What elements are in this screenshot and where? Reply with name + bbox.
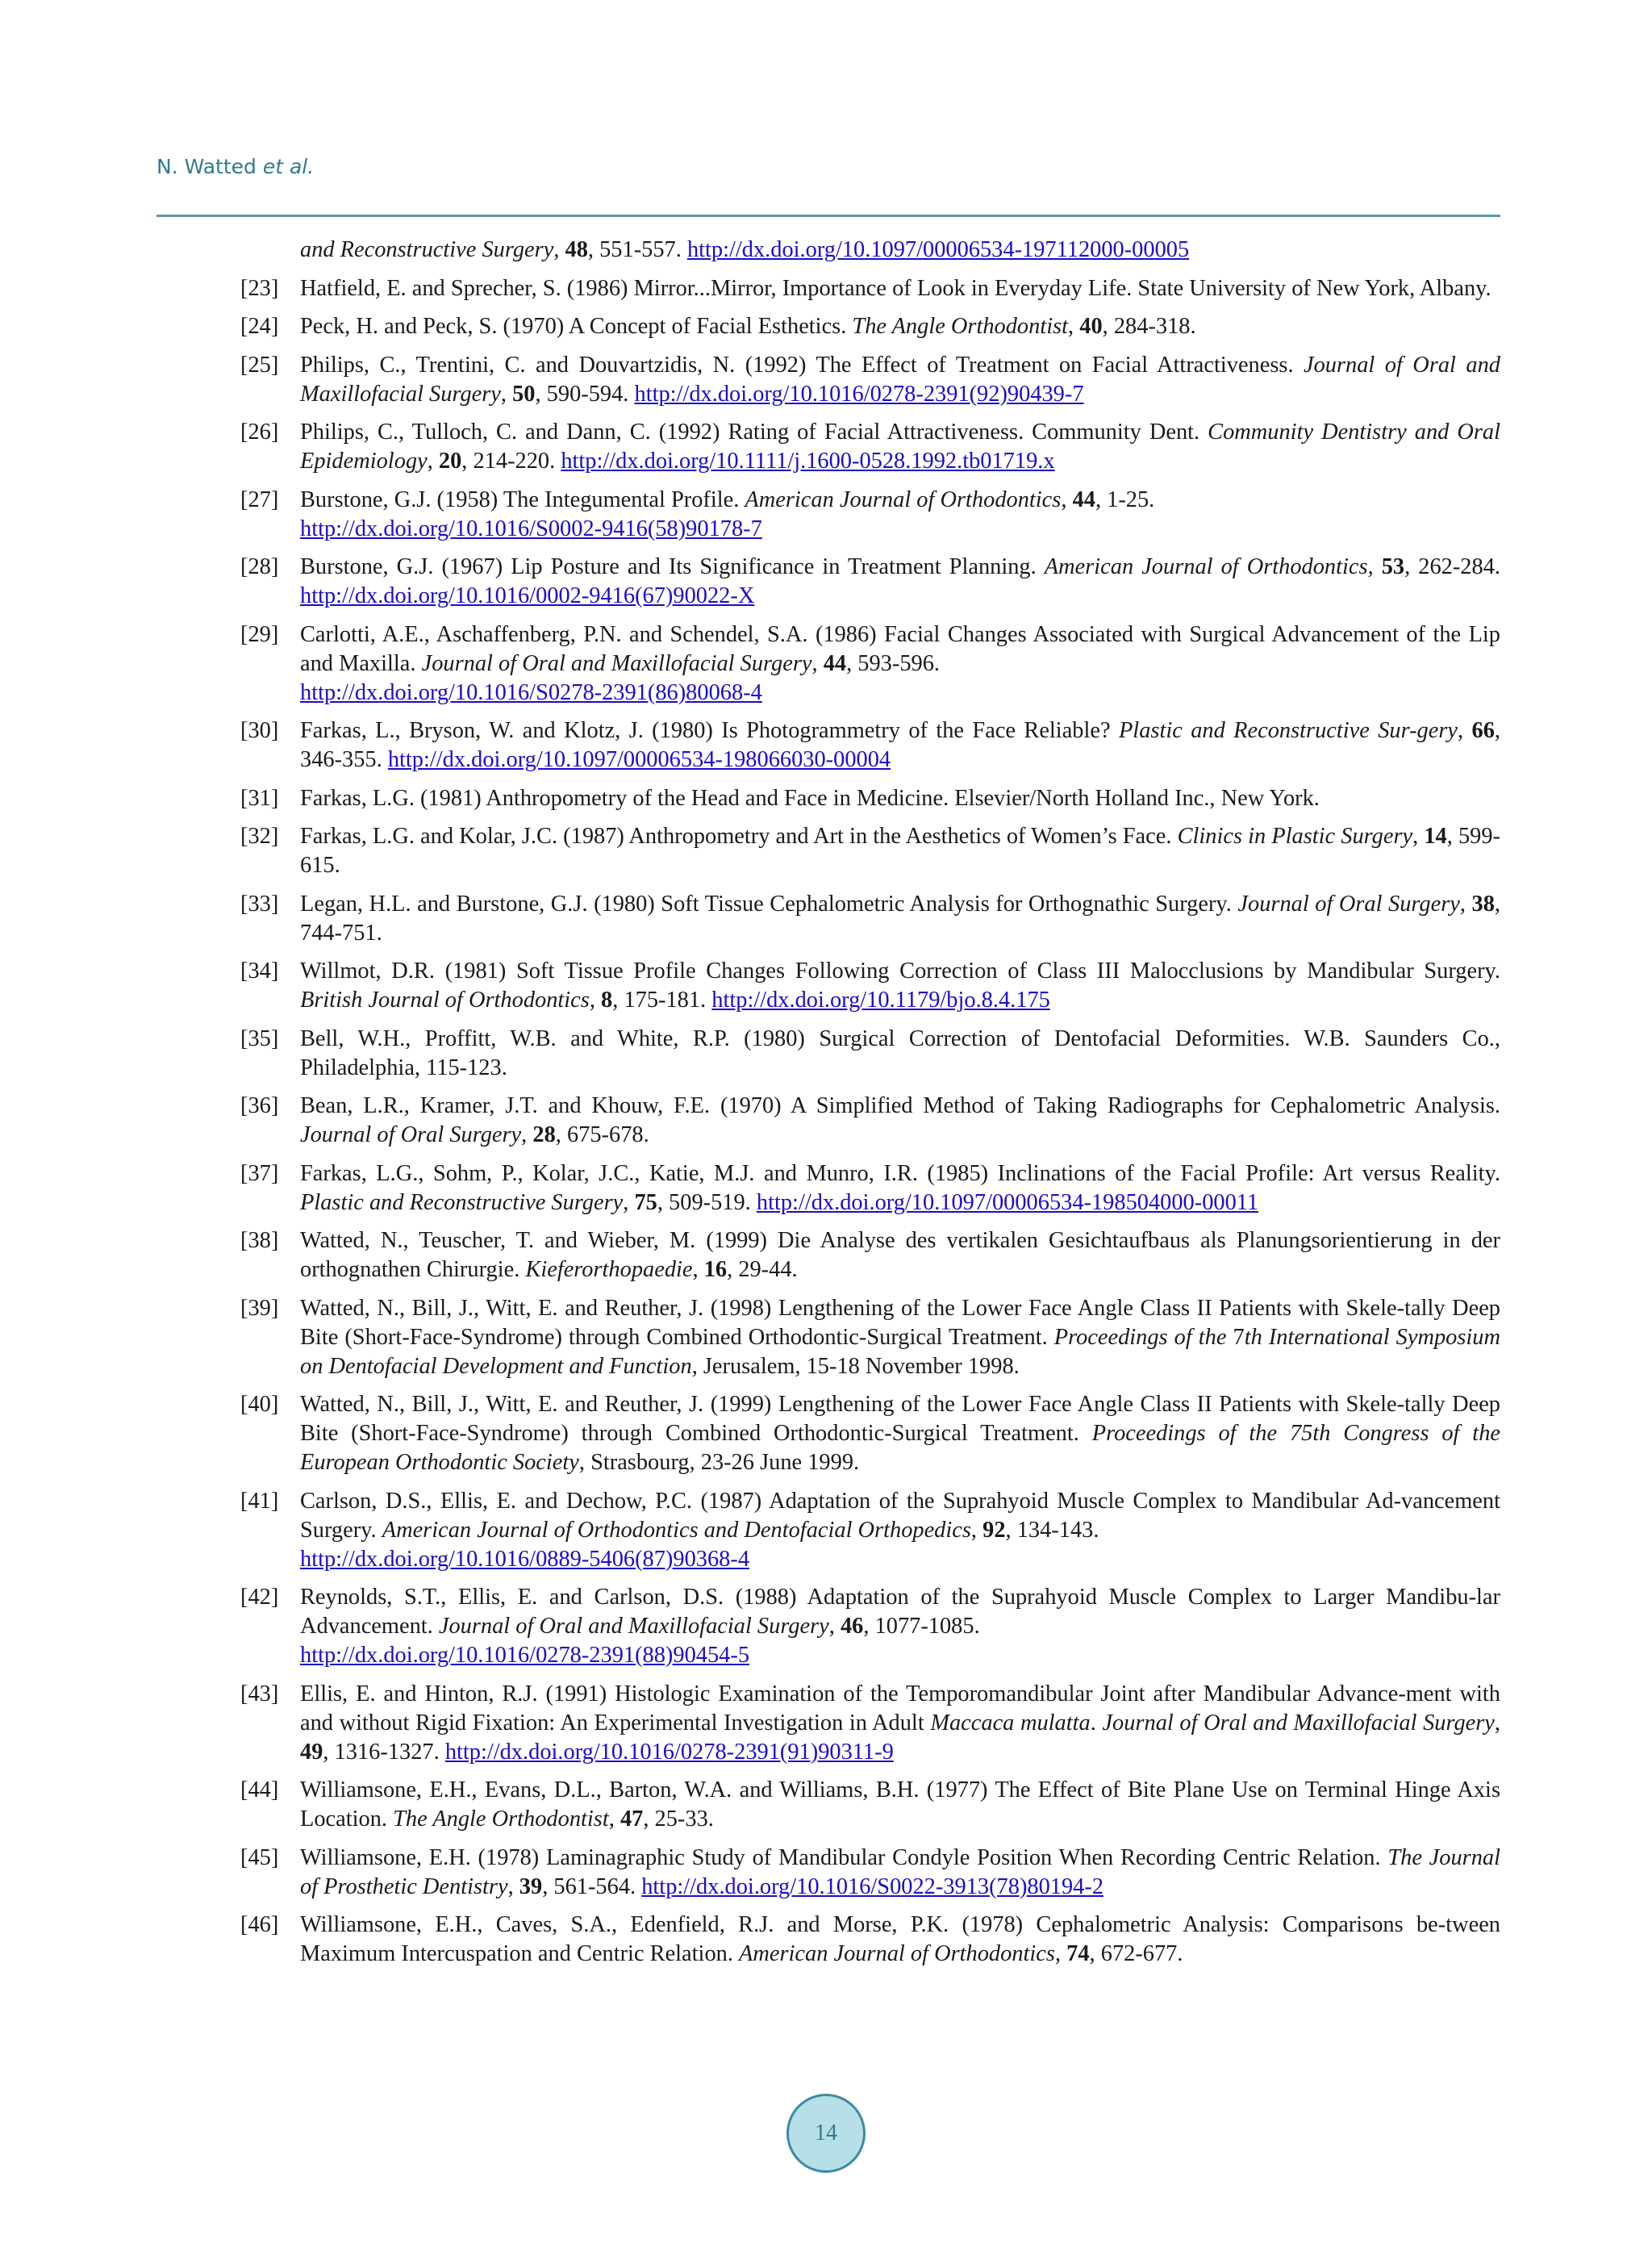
reference-segment: , bbox=[1061, 487, 1073, 512]
reference-segment: Peck, H. and Peck, S. (1970) A Concept of Facial Esthetics. bbox=[300, 314, 853, 339]
reference-segment: , bbox=[828, 1614, 841, 1639]
doi-link[interactable]: http://dx.doi.org/10.1097/00006534-198504000-00011 bbox=[756, 1189, 1259, 1215]
reference-italic: Journal of Oral Surgery bbox=[300, 1122, 522, 1147]
reference-number: [23] bbox=[240, 275, 279, 301]
reference-segment: , 1316-1327. bbox=[323, 1739, 445, 1765]
reference-text bbox=[300, 1585, 1500, 1668]
reference-volume: 92 bbox=[982, 1517, 1006, 1543]
reference-segment: , bbox=[507, 1873, 519, 1899]
reference-italic: Journal of Oral and Maxillofacial Surgery bbox=[421, 650, 812, 676]
reference-entry bbox=[156, 1159, 1500, 1218]
reference-italic: British Journal of Orthodontics bbox=[300, 988, 590, 1013]
reference-italic: The Angle Orthodontist bbox=[852, 314, 1069, 339]
reference-entry bbox=[156, 620, 1500, 708]
reference-text bbox=[300, 1912, 1500, 1966]
reference-segment: Watted, N., Bill, J., Witt, E. and Reuther, J. (1999) Lengthening of the Lower Face Angle Class II Patients with Skele-tally Deep Bite (Short-Face-Syndrome) through Combined Orthodontic-Surgical Treatment. bbox=[300, 1392, 1500, 1446]
reference-entry bbox=[156, 312, 1500, 341]
reference-volume: 39 bbox=[519, 1873, 543, 1899]
reference-italic: Maccaca mulatta bbox=[930, 1710, 1091, 1736]
reference-text bbox=[300, 554, 1500, 608]
reference-volume: 75 bbox=[634, 1189, 657, 1215]
reference-volume: 50 bbox=[512, 381, 536, 407]
reference-segment: , 561-564. bbox=[542, 1873, 642, 1899]
reference-segment: , bbox=[521, 1122, 533, 1147]
doi-link[interactable]: http://dx.doi.org/10.1097/00006534-198066030-00004 bbox=[387, 747, 891, 772]
reference-segment: Philips, C., Trentini, C. and Douvartzidis, N. (1992) The Effect of Treatment on Facial Attractiveness. bbox=[300, 352, 1304, 378]
page-number: 14 bbox=[815, 2120, 837, 2145]
reference-number: [25] bbox=[240, 352, 279, 378]
reference-number: [43] bbox=[240, 1681, 279, 1706]
reference-text bbox=[300, 622, 1500, 705]
reference-italic: American Journal of Orthodontics bbox=[739, 1941, 1055, 1966]
reference-segment: , bbox=[500, 381, 513, 407]
reference-entry bbox=[156, 1487, 1500, 1574]
reference-volume: 16 bbox=[703, 1257, 728, 1282]
reference-segment: Burstone, G.J. (1958) The Integumental Profile. bbox=[300, 487, 745, 512]
running-head bbox=[156, 155, 314, 178]
reference-entry bbox=[156, 1776, 1500, 1834]
reference-segment: , bbox=[970, 1517, 983, 1543]
reference-text bbox=[300, 314, 1196, 339]
reference-segment: , Strasbourg, 23-26 June 1999. bbox=[578, 1450, 860, 1475]
reference-volume: 38 bbox=[1471, 891, 1495, 917]
reference-segment: , 346-355. bbox=[300, 718, 1500, 772]
reference-segment: , 29-44. bbox=[727, 1257, 798, 1282]
reference-entry bbox=[156, 1294, 1500, 1381]
reference-volume: 46 bbox=[840, 1614, 864, 1639]
reference-italic: American Journal of Orthodontics and Dentofacial Orthopedics bbox=[382, 1517, 971, 1543]
reference-entry bbox=[156, 784, 1500, 813]
reference-text bbox=[300, 718, 1500, 772]
doi-link[interactable]: http://dx.doi.org/10.1016/0002-9416(67)90022-X bbox=[300, 583, 755, 608]
reference-italic: Proceedings of the 75th Congress of the European Orthodontic Society bbox=[300, 1421, 1500, 1475]
reference-segment: Bean, L.R., Kramer, J.T. and Khouw, F.E. (1970) A Simplified Method of Taking Radiographs for Cephalometric Analysis. bbox=[300, 1093, 1500, 1118]
reference-segment: , 593-596. bbox=[846, 650, 941, 676]
reference-segment: Watted, N., Teuscher, T. and Wieber, M. (1999) Die Analyse des vertikalen Gesichtaufbaus als Planungsorientierung in der orthognathen Chirurgie. bbox=[300, 1228, 1500, 1282]
reference-segment: Carlotti, A.E., Aschaffenberg, P.N. and Schendel, S.A. (1986) Facial Changes Associated with Surgical Advancement of the Lip and Maxilla. bbox=[300, 621, 1500, 676]
reference-segment: , 590-594. bbox=[535, 381, 635, 407]
reference-text bbox=[300, 1228, 1500, 1282]
reference-segment: , 175-181. bbox=[612, 988, 712, 1013]
doi-link[interactable]: http://dx.doi.org/10.1016/S0002-9416(58)90178-7 bbox=[300, 516, 762, 541]
doi-link[interactable]: http://dx.doi.org/10.1016/0278-2391(88)90454-5 bbox=[300, 1643, 750, 1668]
reference-text bbox=[300, 1161, 1500, 1215]
reference-text bbox=[300, 959, 1500, 1013]
reference-text bbox=[300, 353, 1500, 407]
page-number-badge bbox=[786, 2094, 866, 2173]
reference-entry bbox=[156, 274, 1500, 303]
reference-number: [26] bbox=[240, 420, 279, 445]
reference-entry bbox=[156, 1844, 1500, 1902]
reference-text bbox=[300, 420, 1500, 474]
reference-segment: Legan, H.L. and Burstone, G.J. (1980) Soft Tissue Cephalometric Analysis for Orthognathic Surgery. bbox=[300, 891, 1238, 917]
reference-text bbox=[300, 1845, 1500, 1899]
reference-text bbox=[300, 1296, 1500, 1379]
reference-segment: , bbox=[1494, 1710, 1501, 1736]
reference-segment: Ellis, E. and Hinton, R.J. (1991) Histologic Examination of the Temporomandibular Joint after Mandibular Advance-ment with and without Rigid Fixation: An Experimental Investigation in Adult bbox=[300, 1681, 1500, 1736]
reference-number: [31] bbox=[240, 785, 279, 811]
reference-entry bbox=[156, 236, 1500, 265]
reference-italic: Plastic and Reconstructive Sur-gery bbox=[1118, 718, 1458, 743]
reference-italic: th International Symposium on Dentofacial Development and Function bbox=[300, 1324, 1500, 1379]
reference-segment: Carlson, D.S., Ellis, E. and Dechow, P.C. (1987) Adaptation of the Suprahyoid Muscle Complex to Mandibular Ad-vancement Surgery. bbox=[300, 1488, 1500, 1543]
reference-text bbox=[300, 1777, 1500, 1832]
reference-entry bbox=[156, 1390, 1500, 1477]
reference-number: [28] bbox=[240, 554, 279, 579]
reference-number: [44] bbox=[240, 1777, 279, 1802]
reference-segment: , bbox=[1458, 718, 1472, 743]
reference-volume: 44 bbox=[823, 650, 847, 676]
reference-segment: , 284-318. bbox=[1102, 314, 1196, 339]
reference-segment: , 1077-1085. bbox=[863, 1614, 980, 1639]
reference-entry bbox=[156, 553, 1500, 611]
running-head-author: N. Watted bbox=[156, 155, 257, 178]
reference-segment: , 262-284. bbox=[1404, 554, 1500, 579]
reference-segment: , bbox=[427, 449, 439, 474]
reference-number: [24] bbox=[240, 314, 279, 339]
reference-text bbox=[300, 1026, 1500, 1080]
reference-number: [39] bbox=[240, 1295, 279, 1321]
running-head-etal: et al. bbox=[262, 155, 315, 178]
doi-link[interactable]: http://dx.doi.org/10.1016/0278-2391(91)90311-9 bbox=[444, 1739, 894, 1765]
reference-segment: , 1-25. bbox=[1095, 487, 1155, 512]
reference-number: [33] bbox=[240, 891, 279, 917]
reference-italic: Clinics in Plastic Surgery bbox=[1177, 824, 1413, 849]
reference-segment: Philips, C., Tulloch, C. and Dann, C. (1992) Rating of Facial Attractiveness. Community Dent. bbox=[300, 420, 1208, 445]
reference-entry bbox=[156, 351, 1500, 409]
reference-entry bbox=[156, 957, 1500, 1015]
reference-segment: . bbox=[1090, 1710, 1103, 1736]
reference-segment: Farkas, L.G. and Kolar, J.C. (1987) Anthropometry and Art in the Aesthetics of Women’s Face. bbox=[300, 824, 1178, 849]
reference-number: [46] bbox=[240, 1912, 279, 1937]
reference-segment: , bbox=[692, 1257, 704, 1282]
reference-segment: Farkas, L.G., Sohm, P., Kolar, J.C., Katie, M.J. and Munro, I.R. (1985) Inclinations of the Facial Profile: Art versus Reality. bbox=[300, 1160, 1500, 1186]
reference-entry bbox=[156, 1583, 1500, 1670]
reference-text bbox=[300, 276, 1491, 301]
reference-volume: 40 bbox=[1079, 314, 1103, 339]
reference-segment: Williamsone, E.H., Evans, D.L., Barton, W.A. and Williams, B.H. (1977) The Effect of Bite Plane Use on Terminal Hinge Axis Location. bbox=[300, 1777, 1500, 1832]
reference-number: [27] bbox=[240, 487, 279, 512]
reference-italic: Journal of Oral Surgery bbox=[1237, 891, 1460, 917]
reference-number: [34] bbox=[240, 959, 279, 984]
reference-segment: Williamsone, E.H., Caves, S.A., Edenfield, R.J. and Morse, P.K. (1978) Cephalometric Analysis: Comparisons be-tween Maximum Intercuspation and Centric Relation. bbox=[300, 1912, 1500, 1966]
reference-number: [41] bbox=[240, 1488, 279, 1514]
reference-number: [38] bbox=[240, 1228, 279, 1253]
reference-segment: Farkas, L., Bryson, W. and Klotz, J. (1980) Is Photogrammetry of the Face Reliable? bbox=[300, 718, 1119, 743]
reference-text bbox=[300, 1392, 1500, 1475]
reference-text bbox=[300, 1681, 1500, 1765]
reference-segment: , 509-519. bbox=[657, 1189, 757, 1215]
reference-segment: , bbox=[1054, 1941, 1067, 1966]
reference-italic: The Angle Orthodontist bbox=[393, 1807, 609, 1832]
reference-italic: American Journal of Orthodontics bbox=[1044, 554, 1368, 579]
reference-italic: Journal of Oral and Maxillofacial Surgery bbox=[438, 1614, 829, 1639]
reference-text bbox=[300, 892, 1500, 946]
reference-segment: Burstone, G.J. (1967) Lip Posture and Its Significance in Treatment Planning. bbox=[300, 554, 1045, 579]
header-rule bbox=[156, 215, 1500, 217]
reference-entry bbox=[156, 890, 1500, 948]
reference-segment: Watted, N., Bill, J., Witt, E. and Reuther, J. (1998) Lengthening of the Lower Face Angle Class II Patients with Skele-tally Deep Bite (Short-Face-Syndrome) through Combined Orthodontic-Surgical Treatment. bbox=[300, 1295, 1500, 1350]
reference-text bbox=[300, 824, 1500, 878]
reference-volume: 8 bbox=[601, 988, 613, 1013]
reference-segment: , 214-220. bbox=[461, 449, 561, 474]
doi-link[interactable]: http://dx.doi.org/10.1097/00006534-197112000-00005 bbox=[686, 237, 1190, 262]
reference-italic: Journal of Oral and Maxillofacial Surgery bbox=[300, 352, 1500, 407]
reference-number: [42] bbox=[240, 1585, 279, 1610]
reference-segment: Reynolds, S.T., Ellis, E. and Carlson, D.S. (1988) Adaptation of the Suprahyoid Muscle Complex to Larger Mandibu-lar Advancement. bbox=[300, 1585, 1500, 1639]
reference-segment: , bbox=[1068, 314, 1080, 339]
reference-text bbox=[300, 487, 1154, 541]
reference-italic: Plastic and Reconstructive Surgery bbox=[300, 1189, 624, 1215]
reference-segment: , 134-143. bbox=[1005, 1517, 1099, 1543]
reference-number: [40] bbox=[240, 1392, 279, 1417]
reference-text bbox=[300, 237, 1189, 262]
reference-number: [37] bbox=[240, 1160, 279, 1186]
reference-segment: 7 bbox=[1226, 1324, 1245, 1350]
doi-link[interactable]: http://dx.doi.org/10.1016/S0278-2391(86)80068-4 bbox=[300, 679, 762, 705]
reference-segment: Williamsone, E.H. (1978) Laminagraphic Study of Mandibular Condyle Position When Recording Centric Relation. bbox=[300, 1844, 1388, 1870]
reference-entry bbox=[156, 418, 1500, 476]
reference-volume: 53 bbox=[1381, 554, 1405, 579]
reference-segment: , 672-677. bbox=[1089, 1941, 1183, 1966]
reference-segment: , 599-615. bbox=[300, 824, 1500, 878]
reference-entry bbox=[156, 1680, 1500, 1767]
reference-volume: 74 bbox=[1066, 1941, 1090, 1966]
reference-segment: , 551-557. bbox=[587, 237, 687, 262]
reference-text bbox=[300, 1093, 1500, 1147]
reference-entry bbox=[156, 1911, 1500, 1969]
reference-number: [36] bbox=[240, 1093, 279, 1118]
reference-number: [35] bbox=[240, 1025, 279, 1051]
reference-segment: , bbox=[1412, 824, 1425, 849]
reference-text bbox=[300, 1489, 1500, 1572]
reference-segment: , bbox=[1459, 891, 1472, 917]
doi-link[interactable]: http://dx.doi.org/10.1179/bjo.8.4.175 bbox=[711, 988, 1050, 1013]
reference-segment: , 25-33. bbox=[643, 1807, 714, 1832]
doi-link[interactable]: http://dx.doi.org/10.1016/0889-5406(87)90368-4 bbox=[300, 1546, 750, 1572]
reference-volume: 47 bbox=[620, 1807, 644, 1832]
reference-text bbox=[300, 786, 1320, 811]
reference-segment: Bell, W.H., Proffitt, W.B. and White, R.P. (1980) Surgical Correction of Dentofacial Deformities. W.B. Saunders Co., Philadelphia, 115-123. bbox=[300, 1025, 1500, 1080]
reference-italic: American Journal of Orthodontics bbox=[745, 487, 1062, 512]
reference-volume: 48 bbox=[565, 237, 588, 262]
reference-segment: , bbox=[608, 1807, 620, 1832]
reference-volume: 49 bbox=[300, 1739, 323, 1765]
reference-italic: Proceedings of the bbox=[1053, 1324, 1227, 1350]
reference-segment: , bbox=[553, 237, 565, 262]
reference-segment: Willmot, D.R. (1981) Soft Tissue Profile Changes Following Correction of Class III Malocclusions by Mandibular Surgery. bbox=[300, 959, 1500, 984]
reference-italic: Community Dentistry and Oral Epidemiology bbox=[300, 420, 1500, 474]
reference-segment: , 744-751. bbox=[300, 891, 1501, 946]
reference-entry bbox=[156, 1025, 1500, 1083]
reference-number: [30] bbox=[240, 718, 279, 743]
reference-number: [29] bbox=[240, 621, 279, 647]
reference-entry bbox=[156, 716, 1500, 775]
reference-volume: 28 bbox=[532, 1122, 556, 1147]
reference-segment: , bbox=[589, 988, 602, 1013]
reference-segment: , bbox=[811, 650, 824, 676]
reference-segment: Farkas, L.G. (1981) Anthropometry of the Head and Face in Medicine. Elsevier/North Holland Inc., New York. bbox=[300, 785, 1320, 811]
reference-segment: , Jerusalem, 15-18 November 1998. bbox=[691, 1353, 1020, 1379]
reference-volume: 44 bbox=[1072, 487, 1095, 512]
reference-segment: , 675-678. bbox=[555, 1122, 649, 1147]
reference-number: [32] bbox=[240, 824, 279, 849]
reference-entry bbox=[156, 1226, 1500, 1284]
reference-segment: Hatfield, E. and Sprecher, S. (1986) Mirror...Mirror, Importance of Look in Everyday Life. State University of New York, Albany. bbox=[300, 275, 1491, 301]
reference-segment: , bbox=[1367, 554, 1382, 579]
doi-link[interactable]: http://dx.doi.org/10.1016/S0022-3913(78)80194-2 bbox=[641, 1873, 1104, 1899]
reference-number: [45] bbox=[240, 1844, 279, 1870]
reference-entry bbox=[156, 1092, 1500, 1150]
doi-link[interactable]: http://dx.doi.org/10.1016/0278-2391(92)90439-7 bbox=[634, 381, 1084, 407]
reference-segment: , bbox=[623, 1189, 635, 1215]
reference-italic: The Journal of Prosthetic Dentistry bbox=[300, 1844, 1500, 1899]
reference-volume: 14 bbox=[1424, 824, 1447, 849]
reference-volume: 20 bbox=[438, 449, 462, 474]
reference-list bbox=[156, 236, 1500, 1978]
doi-link[interactable]: http://dx.doi.org/10.1111/j.1600-0528.1992.tb01719.x bbox=[561, 449, 1055, 474]
reference-italic: Kieferorthopaedie bbox=[525, 1257, 693, 1282]
reference-italic: Journal of Oral and Maxillofacial Surgery bbox=[1102, 1710, 1495, 1736]
reference-volume: 66 bbox=[1471, 718, 1495, 743]
reference-entry bbox=[156, 822, 1500, 880]
reference-entry bbox=[156, 486, 1500, 544]
reference-italic: and Reconstructive Surgery bbox=[300, 237, 554, 262]
